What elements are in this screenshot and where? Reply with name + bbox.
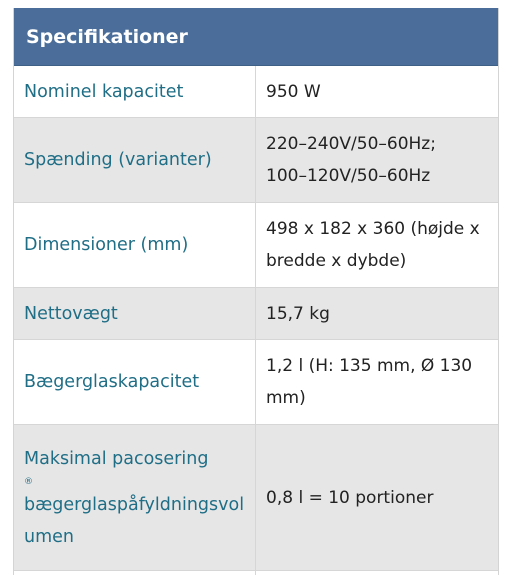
spec-value-line: 498 x 182 x 360 (højde x xyxy=(266,219,480,239)
spec-value xyxy=(256,118,498,202)
table-row xyxy=(14,118,498,203)
spec-label-line: umen xyxy=(24,526,74,547)
spec-label xyxy=(14,118,256,202)
spec-value-line: 220–240V/50–60Hz; xyxy=(266,134,436,154)
spec-label-text: Bægerglaskapacitet xyxy=(24,372,200,392)
spec-label-empty xyxy=(14,571,256,575)
spec-label xyxy=(14,340,256,424)
spec-value-line: mm) xyxy=(266,388,306,408)
spec-label-line: Maksimal pacosering xyxy=(24,448,209,469)
spec-value-line: 100–120V/50–60Hz xyxy=(266,166,431,186)
table-row xyxy=(14,66,498,118)
spec-label-text: Spænding (varianter) xyxy=(24,150,212,170)
table-row xyxy=(14,203,498,288)
table-title: Specifikationer xyxy=(26,25,188,48)
spec-value xyxy=(256,288,498,339)
spec-label xyxy=(14,66,256,117)
spec-value-text: 15,7 kg xyxy=(266,303,330,324)
spec-value-line: 1,2 l (H: 135 mm, Ø 130 xyxy=(266,356,473,376)
spec-label xyxy=(14,288,256,339)
spec-label-line: bægerglaspåfyldningsvol xyxy=(24,494,245,515)
table-row xyxy=(14,340,498,425)
spec-label xyxy=(14,203,256,287)
spec-value-text: 950 W xyxy=(266,81,321,102)
specifications-table xyxy=(13,8,499,575)
table-row xyxy=(14,425,498,571)
spec-value xyxy=(256,66,498,117)
spec-value xyxy=(256,425,498,570)
registered-mark: ® xyxy=(24,476,33,487)
spec-value xyxy=(256,203,498,287)
table-header xyxy=(14,8,498,66)
table-row-partial xyxy=(14,571,498,575)
spec-value-line: bredde x dybde) xyxy=(266,251,407,271)
spec-value-empty xyxy=(256,571,498,575)
spec-label xyxy=(14,425,256,570)
spec-label-text: Nettovægt xyxy=(24,303,118,324)
spec-label-text: Nominel kapacitet xyxy=(24,81,184,102)
spec-value-text: 0,8 l = 10 portioner xyxy=(266,487,434,508)
spec-label-text: Dimensioner (mm) xyxy=(24,235,189,255)
table-row xyxy=(14,288,498,340)
spec-value xyxy=(256,340,498,424)
